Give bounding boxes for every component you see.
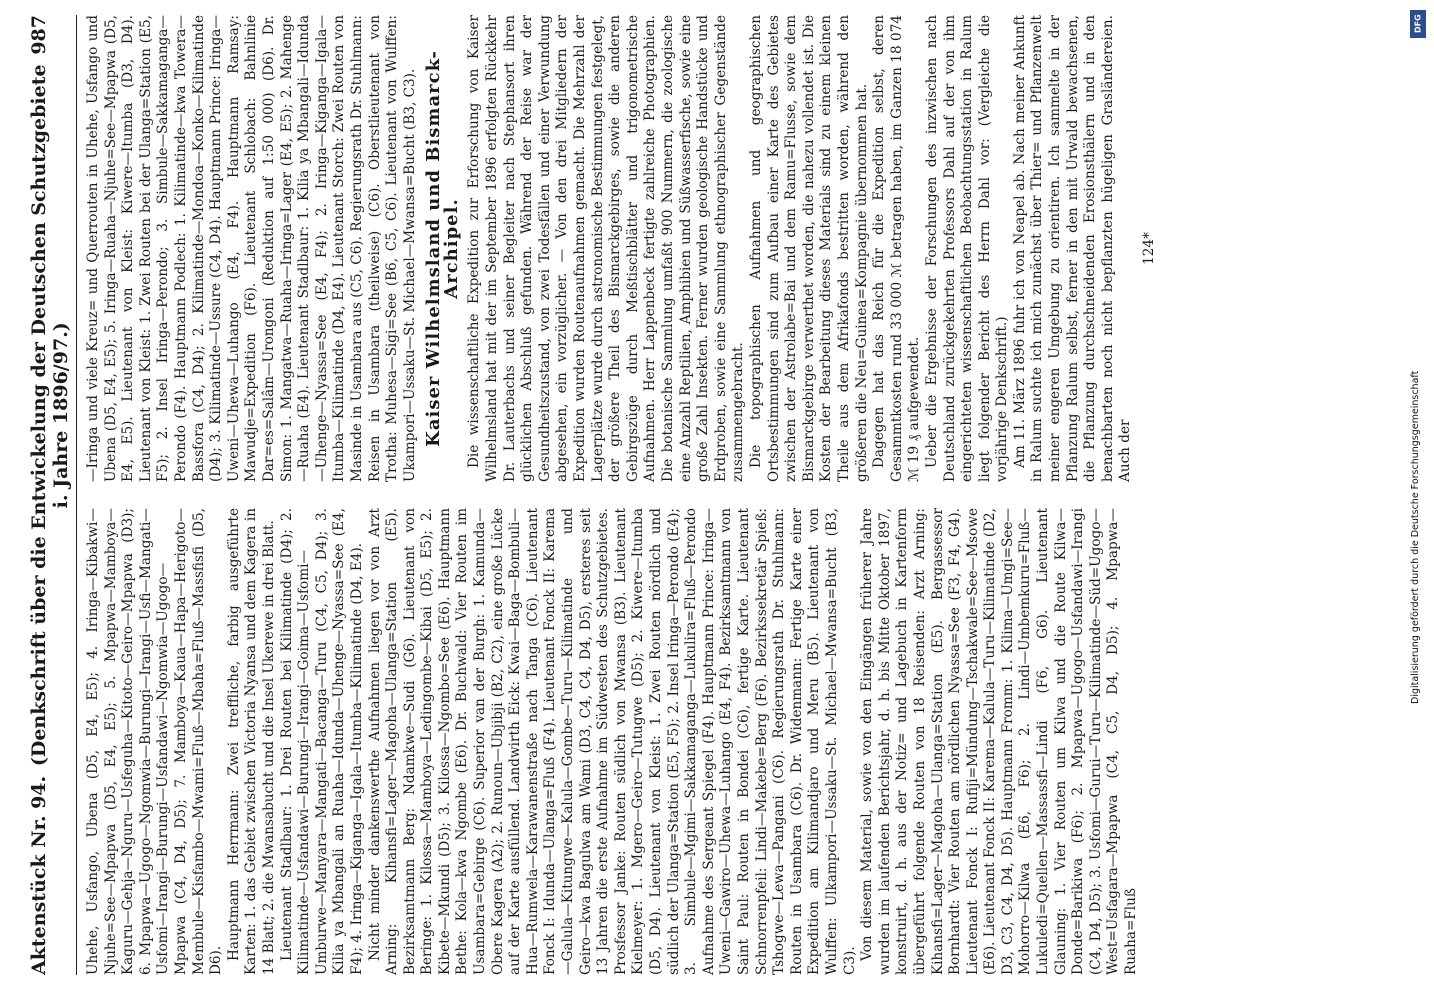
document-number: Aktenstück Nr. 94. [28,775,50,975]
right-column [85,15,1159,482]
page-number: 987 [28,15,50,55]
page-header [28,15,77,975]
paragraph: Hauptmann Herrmann: Zwei treffliche, farbig ausgeführte Karten: 1. das Gebiet zwischen Victoria Nyansa und dem Kagera in 14 Blatt; 2. die Mwansabucht und die Insel Ukerewe in drei Blatt. [225,508,277,975]
paragraph: Von diesem Material, sowie von den Eingängen früherer Jahre wurden im laufenden Berichtsjahr, d. h. bis Mitte Oktober 1897, konstruirt, d. h. aus der Notiz= und Lagebuch in Kartenform übergeführt folgende Routen von 18 Reisenden: Arzt Arning: Kihansfi=Lager—Magoha—Ulanga=Station (E5). Bergassessor Bornhardt: Vier Routen am nördlichen Nyassa=See (F3, F4, G4). Lieutenant Fonck I: Rufiji=Mündung—Tschakwale=See—Msowe (E6). Lieutenant Fonck II: Karema—Kalula—Turu—Kilimatinde (D2, D3, C3, C4, D4, D5). Hauptmann Fromm: 1. Kilima—Umgi=See—Mohorro—Kilwa (E6, F6); 2. Lindi—Umbemkuru=Fluß—Lukuledi=Quellen—Massassfi—Lindi (F6, G6). Lieutenant Glauning: 1. Vier Routen um Kilwa und die Route Kilwa—Donde=Barikiwa (F6); 2. Mpapwa—Ugogo—Usfandawi—Irangi (C4, D4, D5); 3. Usfomi—Gurui—Turu—Kilimatinde—Süd=Ugogo—West=Usfagara—Mpapwa (C4, C5, D4, D5); 4. Mpapwa—Ruaha=Fluß [859,508,1140,975]
paragraph: Am 11. März 1896 fuhr ich von Neapel ab. Nach meiner Ankunft in Ralum suchte ich mich zunächst über Thier= und Pflanzenwelt meiner engeren Umgebung zu orientiren. Ich sammelte in der Pflanzung Ralum selbst, ferner in den mit Urwald bewachsenen, die Pflanzung durchschneidenden Erosionsthälern und in den benachbarten noch nicht bepflanzten hügeligen Grasländereien. Auch der [1011,15,1134,482]
paragraph: Uhehe, Usfango, Ubena (D5, E4, E5); 4. Iringa—Kibakwi—Njuhe=See—Mpapwa (D5, E4, E5); 5. Mpapwa—Mamboya—Kaguru—Gehja—Nguru—Usfeguha—Kitoto—Geiro—Mpapwa (D3); 6. Mpapwa—Ugogo—Ngomwia—Burungi—Irangi—Usfi—Mangati—Usfomi—Irangi—Burungi—Usfandawi—Ngomwia—Ugogo—Mpapwa (C4, D4, D5); 7. Mamboya—Kaua—Hapa—Herigoto—Membule—Kisfambo—Mwami=Fluß—Mbaha=Fluß—Massfisfi (D5, D6). [85,508,225,975]
paragraph: Die wissenschaftliche Expedition zur Erforschung von Kaiser Wilhelmsland hat mit der im September 1896 erfolgten Rückkehr Dr. Lauterbachs und seiner Begleiter nach Stephansort ihren glücklichen Abschluß gefunden. Während der Reise war der Gesundheitszustand, von zwei Todesfällen und einer Verwundung abgesehen, ein vorzüglicher. — Von den drei Mitgliedern der Expedition wurden Routenaufnahmen gemacht. Die Mehrzahl der Lagerplätze wurde durch astronomische Bestimmungen festgelegt, der größere Theil des Bismarckgebirges, sowie die anderen Gebirgszüge durch Meßtischblätter und trigonometrische Aufnahmen. Herr Lappenbeck fertigte zahlreiche Photographien. Die botanische Sammlung umfaßt 900 Nummern, die zoologische eine Anzahl Reptilien, Amphibien und Süßwasserfische, sowie eine große Zahl Insekten. Ferner wurden geologische Handstücke und Erdproben, sowie eine Sammlung ethnographischer Gegenstände zusammengebracht. [466,15,747,482]
paragraph: Nicht minder dankenswerthe Aufnahmen liegen vor von Arzt Arning: Kihansfi=Lager—Magoha—Ulanga=Station (E5). Bezirksamtmann Berg: Ndamkwe—Sudi (G6). Lieutenant von Beringe: 1. Kilossa—Mamboya—Ledingombe—Kibai (D5, E5); 2. Kibete—Mkundi (D5); 3. Kilossa—Ngombo=See (E6). Hauptmann Bethe: Kola—kwa Ngombe (E6). Dr. Buchwald: Vier Routen im Usambara=Gebirge (C6). Superior van der Burgh: 1. Kamunda—Obere Kagera (A2); 2. Runoun—Ubjibji (B2, C2), eine große Lücke auf der Karte ausfüllend. Landwirth Eick: Kwai—Baga—Bombuli—Hua—Rumwela—Karawanenstraße nach Tanga (C6). Lieutenant Fonck I: Idunda—Ulanga=Fluß (F4). Lieutenant Fonck II: Karema—Galula—Kitungwe—Kalula—Gombe—Turu—Kilimatinde und Geiro—kwa Bagulwa am Wami (D3, C4, C4, D4, D5), ersteres seit 13 Jahren die erste Aufnahme im Südwesten des Schutzgebietes. Prosfessor Janke: Routen südlich von Mwansa (B3). Lieutenant Kielmeyer: 1. Mgero—Geiro—Tutugwe (D5); 2. Kiwere—Itumba (D5, D4). Lieutenant von Kleist: 1. Zwei Routen nördlich und südlich der Ulanga=Station (E5, F5); 2. Insel Iringa—Perondo (E4); 3. Simbule—Mgimi—Sakkamaganga—Lukulira=Fluß—Perondo Aufnahme des Sergeant Spiegel (F4). Hauptmann Prince: Iringa—Uweni—Gawiro—Uhewa—Luhango (E4, F4). Bezirksamtmann von Saint Paul: Routen in Bondei (C6), fertige Karte. Lieutenant Schnorrenpfeil: Lindi—Makebe=Berg (F6). Bezirkssekretär Spieß: Tshogwe—Lewa—Pangani (C6). Regierungsrath Dr. Stuhlmann: Routen in Usambara (C6). Dr. Widenmann: Fertige Karte einer Expedition am Kilimandjaro und Meru (B5). Lieutenant von Wulffen: Ulkampori—Ussaku—St. Michael—Mwansa=Bucht (B3, C3). [366,508,858,975]
page [0,15,1159,975]
dfg-sidebar [1404,10,1432,990]
paragraph: Die topographischen Aufnahmen und geographischen Ortsbestimmungen sind zum Aufbau einer Karte des Gebietes zwischen der Astrolabe=Bai und dem Ramu=Flusse, sowie dem Bismarckgebirge verwerthet worden, die nahezu vollendet ist. Die Kosten der Bearbeitung dieses Materials sind zu einem kleinen Theile aus dem Afrikafonds bestritten worden, während den größeren die Neu=Guinea=Kompagnie übernommen hat. [747,15,870,482]
paragraph: Dagegen hat das Reich für die Expedition selbst, deren Gesammtkosten rund 33 000 ℳ betragen haben, im Ganzen 18 074 ℳ 19 ₰ aufgewendet. [871,15,923,482]
dfg-credit: Digitalisierung gefördert durch die Deutsche Forschungsgemeinschaft [1410,370,1421,704]
left-column [85,508,1159,975]
paragraph: Ueber die Ergebnisse der Forschungen des inzwischen nach Deutschland zurückgekehrten Professors Dahl auf der von ihm eingerichteten wissenschaftlichen Beobachtungsstation in Ralum liegt folgender Bericht des Herrn Dahl vor: (Vergleiche die vorjährige Denkschrift.) [923,15,1011,482]
dfg-logo-icon: DFG [1410,10,1426,38]
signature-mark: 124* [1141,232,1158,265]
section-heading: Kaiser Wilhelmsland und Bismarck-Archipel. [423,50,462,447]
paragraph: —Iringa und viele Kreuz= und Querrouten in Uhehe, Usfango und Ubena (D5, E4, E5); 5. Iringa—Ruaha—Njuhe=See—Mpapwa (D5, E4, E5). Lieutenant von Kleist: Kiwere—Itumba (D3, D4). Lieutenant von Kleist: 1. Zwei Routen bei der Ulanga=Station (E5, F5); 2. Insel Iringa—Perondo; 3. Simbule—Sakkamaganga—Perondo (F4). Hauptmann Podlech: 1. Kilimatinde—kwa Towera—Bassfora (C4, D4); 2. Kilimatinde—Mondoa—Konko—Kilimatinde (D4); 3. Kilimatinde—Ussure (C4, D4). Hauptmann Prince: Iringa—Uweni—Uhewa—Luhango (E4, F4). Hauptmann Ramsay: Mawudje=Expedition (F6). Lieutenant Schlobach: Bahnlinie Dar=es=Salâm—Urongoni (Reduktion auf 1:50 000) (D6). Dr. Simon: 1. Mangatwa—Ruaha—Iringa=Lager (E4, E5); 2. Mahenge—Ruaha (E4). Lieutenant Stadlbaur: 1. Kilia ya Mbangali—Idunda—Uhenge—Nyassa=See (E4, F4); 2. Iringa—Kiganga—Igala—Itumba—Kilimatinde (D4, E4). Lieutenant Storch: Zwei Routen von Masinde in Usambara aus (C5, C6). Regierungsrath Dr. Stuhlmann: Reisen in Usambara (theilweise) (C6). Oberstlieutenant von Trotha: Muhesa—Sigi=See (B6, C5, C6). Lieutenant von Wulffen: Ukampori—Ussaku—St. Michael—Mwansa=Bucht (B3, C3). [85,15,418,482]
text-columns [85,15,1159,975]
page-title: (Denkschrift über die Entwickelung der Deutschen Schutzgebiete i. Jahre 1896/97.) [28,64,72,767]
paragraph: Lieutenant Stadlbaur: 1. Drei Routen bei Kilimatinde (D4); 2. Kilimatinde—Usfandawi—Burungi—Irangi—Goima—Usfomi—Umburwe—Manyara—Mangati—Bacanga—Turu (C4, C5, D4); 3. Kilia ya Mbangali an Ruaha—Idunda—Uhenge—Nyassa=See (E4, F4); 4. Iringa—Kiganga—Igala—Itumba—Kilimatinde (D4, E4). [278,508,365,975]
